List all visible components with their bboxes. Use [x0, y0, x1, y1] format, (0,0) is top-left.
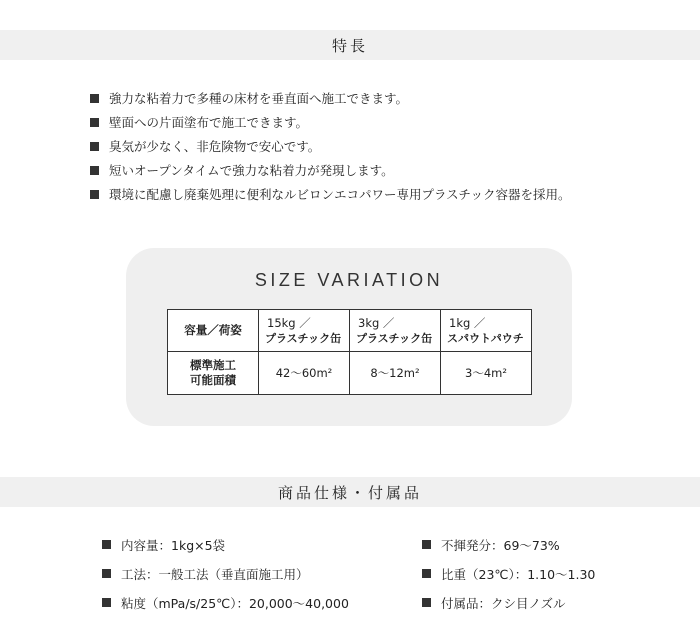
coverage-value-cell: 8〜12m² — [350, 352, 441, 395]
size-variation-table — [167, 309, 532, 395]
table-row — [168, 352, 532, 395]
square-bullet-icon — [90, 118, 99, 127]
square-bullet-icon — [90, 166, 99, 175]
size-header-cell — [350, 310, 441, 352]
capacity-header-cell: 容量／荷姿 — [168, 310, 259, 352]
features-heading-band — [0, 30, 700, 60]
size-variation-panel — [126, 248, 572, 426]
features-heading: 特長 — [331, 36, 368, 55]
square-bullet-icon — [90, 94, 99, 103]
coverage-value-cell: 42〜60m² — [259, 352, 350, 395]
feature-text: 環境に配慮し廃棄処理に便利なルビロンエコパワー専用プラスチック容器を採用。 — [109, 187, 571, 202]
square-bullet-icon — [422, 569, 431, 578]
spec-text: 付属品：クシ目ノズル — [441, 595, 566, 611]
coverage-label-line1: 標準施工 — [190, 358, 236, 372]
spec-text: 工法：一般工法（垂直面施工用） — [121, 566, 309, 582]
spec-item — [102, 559, 349, 588]
feature-list — [90, 86, 650, 206]
square-bullet-icon — [90, 190, 99, 199]
square-bullet-icon — [102, 540, 111, 549]
spec-item — [422, 530, 595, 559]
square-bullet-icon — [422, 598, 431, 607]
spec-text: 内容量：1kg×5袋 — [121, 537, 226, 553]
spec-item — [422, 588, 595, 617]
feature-item — [90, 158, 650, 182]
feature-item — [90, 134, 650, 158]
feature-item — [90, 182, 650, 206]
feature-text: 短いオープンタイムで強力な粘着力が発現します。 — [109, 163, 394, 178]
feature-item — [90, 110, 650, 134]
spec-text: 比重（23℃）：1.10〜1.30 — [441, 566, 596, 582]
spec-item — [102, 530, 349, 559]
spec-item — [102, 588, 349, 617]
specs-heading: 商品仕様・付属品 — [277, 483, 422, 502]
square-bullet-icon — [102, 569, 111, 578]
size-container: スパウトパウチ — [447, 331, 524, 345]
size-container: プラスチック缶 — [265, 331, 342, 345]
spec-list-right — [422, 530, 595, 617]
square-bullet-icon — [90, 142, 99, 151]
spec-list-left — [102, 530, 349, 617]
coverage-label-line2: 可能面積 — [190, 373, 236, 387]
size-weight: 15kg ／ — [267, 315, 311, 330]
feature-text: 臭気が少なく、非危険物で安心です。 — [109, 139, 321, 154]
coverage-label-cell — [168, 352, 259, 395]
square-bullet-icon — [422, 540, 431, 549]
size-weight: 3kg ／ — [358, 315, 395, 330]
feature-text: 強力な粘着力で多種の床材を垂直面へ施工できます。 — [109, 91, 409, 106]
coverage-value-cell: 3〜4m² — [441, 352, 532, 395]
size-container: プラスチック缶 — [356, 331, 433, 345]
size-header-cell — [259, 310, 350, 352]
feature-item — [90, 86, 650, 110]
spec-text: 不揮発分：69〜73% — [441, 537, 560, 553]
specs-heading-band — [0, 477, 700, 507]
size-variation-title: SIZE VARIATION — [254, 270, 444, 290]
square-bullet-icon — [102, 598, 111, 607]
table-header-row — [168, 310, 532, 352]
feature-text: 壁面への片面塗布で施工できます。 — [109, 115, 309, 130]
size-header-cell — [441, 310, 532, 352]
spec-item — [422, 559, 595, 588]
spec-text: 粘度（mPa/s/25℃）：20,000〜40,000 — [121, 595, 349, 611]
size-weight: 1kg ／ — [449, 315, 486, 330]
